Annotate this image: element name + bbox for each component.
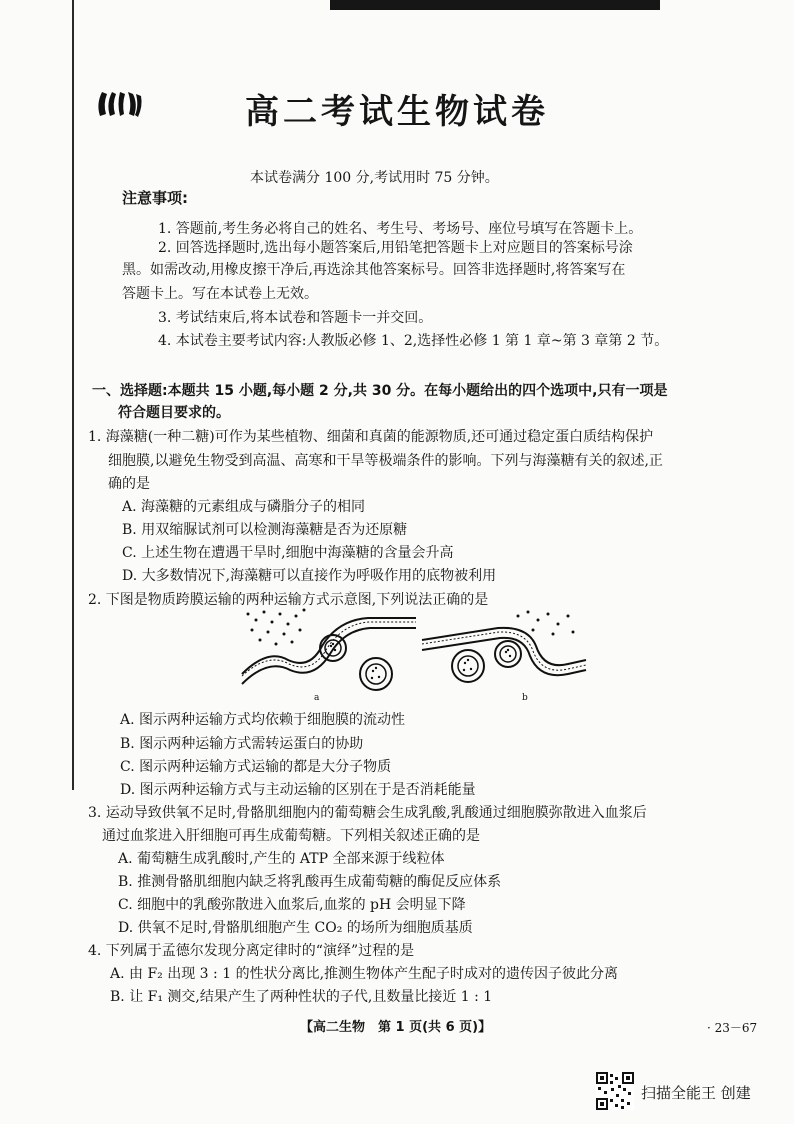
page-footer-code: · 23－67 xyxy=(707,1021,758,1035)
question-1-option-b: B. 用双缩脲试剂可以检测海藻糖是否为还原糖 xyxy=(122,522,408,538)
section-heading-cont: 符合题目要求的。 xyxy=(118,405,230,421)
question-3-stem: 通过血浆进入肝细胞可再生成葡萄糖。下列相关叙述正确的是 xyxy=(102,828,480,844)
notice-line: 1. 答题前,考生务必将自己的姓名、考生号、考场号、座位号填写在答题卡上。 xyxy=(158,221,643,237)
section-heading: 一、选择题:本题共 15 小题,每小题 2 分,共 30 分。在每小题给出的四个选项中,只有一项是 xyxy=(92,383,668,399)
notice-line: 答题卡上。写在本试卷上无效。 xyxy=(122,286,318,302)
question-3-stem: 3. 运动导致供氧不足时,骨骼肌细胞内的葡萄糖会生成乳酸,乳酸通过细胞膜弥散进入血浆后 xyxy=(88,805,647,821)
scan-top-shadow xyxy=(330,0,660,10)
question-4-stem: 4. 下列属于孟德尔发现分离定律时的“演绎”过程的是 xyxy=(88,943,415,959)
notice-line: 黑。如需改动,用橡皮擦干净后,再选涂其他答案标号。回答非选择题时,将答案写在 xyxy=(122,262,626,278)
question-1-stem: 1. 海藻糖(一种二糖)可作为某些植物、细菌和真菌的能源物质,还可通过稳定蛋白质结构保护 xyxy=(88,429,654,445)
question-2-option-d: D. 图示两种运输方式与主动运输的区别在于是否消耗能量 xyxy=(120,782,476,798)
question-3-option-b: B. 推测骨骼肌细胞内缺乏将乳酸再生成葡萄糖的酶促反应体系 xyxy=(118,874,502,890)
notice-heading: 注意事项: xyxy=(122,189,188,207)
question-1-option-c: C. 上述生物在遭遇干旱时,细胞中海藻糖的含量会升高 xyxy=(122,545,454,561)
figure-label-b: b xyxy=(522,693,528,703)
qr-code-icon xyxy=(596,1072,634,1110)
notice-line: 3. 考试结束后,将本试卷和答题卡一并交回。 xyxy=(158,310,433,326)
exam-info: 本试卷满分 100 分,考试用时 75 分钟。 xyxy=(250,170,499,186)
membrane-transport-figure xyxy=(238,604,588,704)
question-1-stem: 细胞膜,以避免生物受到高温、高寒和干旱等极端条件的影响。下列与海藻糖有关的叙述,正 xyxy=(108,453,663,469)
question-4-option-b: B. 让 F₁ 测交,结果产生了两种性状的子代,且数量比接近 1 : 1 xyxy=(110,989,493,1005)
question-3-option-d: D. 供氧不足时,骨骼肌细胞产生 CO₂ 的场所为细胞质基质 xyxy=(118,920,473,936)
scanner-watermark: 扫描全能王 创建 xyxy=(641,1084,751,1102)
question-1-option-a: A. 海藻糖的元素组成与磷脂分子的相同 xyxy=(122,499,366,515)
figure-label-a: a xyxy=(314,693,320,703)
notice-line: 2. 回答选择题时,选出每小题答案后,用铅笔把答题卡上对应题目的答案标号涂 xyxy=(158,240,633,256)
question-1-option-d: D. 大多数情况下,海藻糖可以直接作为呼吸作用的底物被利用 xyxy=(122,568,497,584)
question-2-stem: 2. 下图是物质跨膜运输的两种运输方式示意图,下列说法正确的是 xyxy=(88,592,489,608)
question-2-option-c: C. 图示两种运输方式运输的都是大分子物质 xyxy=(120,759,392,775)
question-2-option-a: A. 图示两种运输方式均依赖于细胞膜的流动性 xyxy=(120,712,406,728)
page-title: 高二考试生物试卷 xyxy=(245,92,549,132)
question-3-option-a: A. 葡萄糖生成乳酸时,产生的 ATP 全部来源于线粒体 xyxy=(118,851,445,867)
page-footer-label: 【高二生物 第 1 页(共 6 页)】 xyxy=(300,1020,492,1035)
question-2-option-b: B. 图示两种运输方式需转运蛋白的协助 xyxy=(120,736,364,752)
question-1-stem: 确的是 xyxy=(108,476,150,492)
question-4-option-a: A. 由 F₂ 出现 3 : 1 的性状分离比,推测生物体产生配子时成对的遗传因子彼此分离 xyxy=(110,966,619,982)
question-3-option-c: C. 细胞中的乳酸弥散进入血浆后,血浆的 pH 会明显下降 xyxy=(118,897,466,913)
notice-line: 4. 本试卷主要考试内容:人教版必修 1、2,选择性必修 1 第 1 章~第 3 章第 2 节。 xyxy=(158,333,669,349)
